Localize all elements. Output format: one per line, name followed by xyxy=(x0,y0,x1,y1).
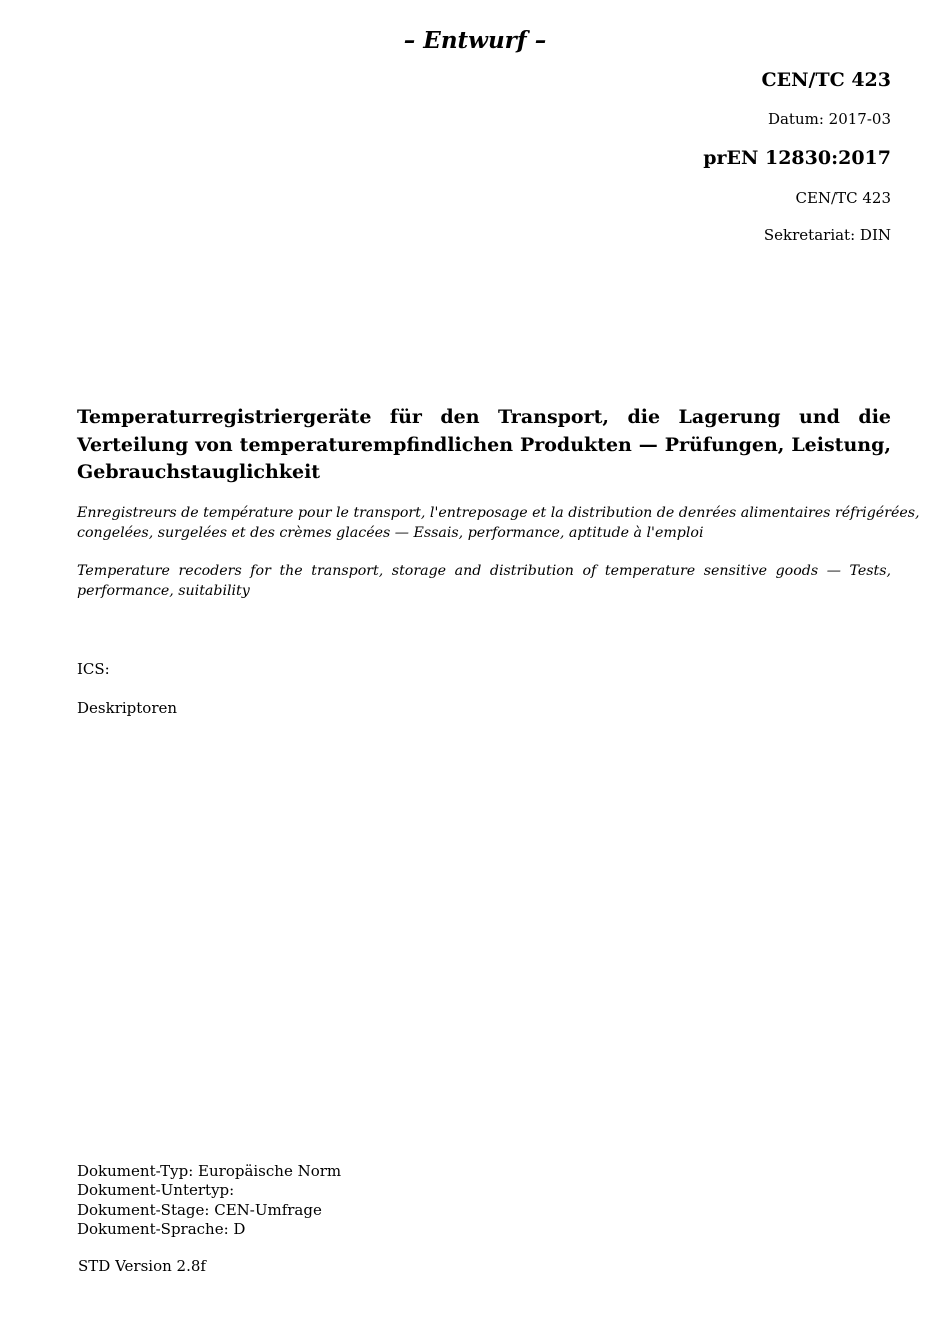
subtitle-line: Temperature recoders for the transport, storage and distribution of temperature sensitive goods — Tests, xyxy=(77,563,891,579)
document-language: Dokument-Sprache: D xyxy=(77,1219,246,1238)
ics-label: ICS: xyxy=(77,660,110,678)
committee-label: CEN/TC 423 xyxy=(761,69,891,91)
document-info-block xyxy=(77,1162,341,1239)
document-date: Datum: 2017-03 xyxy=(767,110,891,128)
subtitle-line: congelées, surgelées et des crèmes glacées — Essais, performance, aptitude à l'emploi xyxy=(77,525,704,541)
secretariat-label: Sekretariat: DIN xyxy=(763,226,891,244)
committee-label-secondary: CEN/TC 423 xyxy=(795,189,891,207)
subtitle-line: performance, suitability xyxy=(77,583,250,599)
draft-watermark-heading: – Entwurf – xyxy=(403,27,547,54)
document-type: Dokument-Typ: Europäische Norm xyxy=(77,1162,342,1180)
title-line: Temperaturregistriergeräte für den Transport, die Lagerung und die xyxy=(77,406,891,428)
document-title-french xyxy=(77,503,920,543)
title-line: Verteilung von temperaturempfindlichen Produkten — Prüfungen, Leistung, xyxy=(77,433,891,456)
document-number: prEN 12830:2017 xyxy=(703,147,891,169)
document-subtype: Dokument-Untertyp: xyxy=(77,1181,235,1200)
document-title-german xyxy=(77,404,891,487)
descriptors-label: Deskriptoren xyxy=(77,699,178,717)
subtitle-line: Enregistreurs de température pour le transport, l'entreposage et la distribution de denrées alimentaires réfrigérées, xyxy=(77,505,920,521)
document-stage: Dokument-Stage: CEN-Umfrage xyxy=(77,1200,322,1219)
document-title-english xyxy=(77,561,891,601)
std-version-label: STD Version 2.8f xyxy=(78,1257,206,1275)
title-line: Gebrauchstauglichkeit xyxy=(77,461,321,483)
